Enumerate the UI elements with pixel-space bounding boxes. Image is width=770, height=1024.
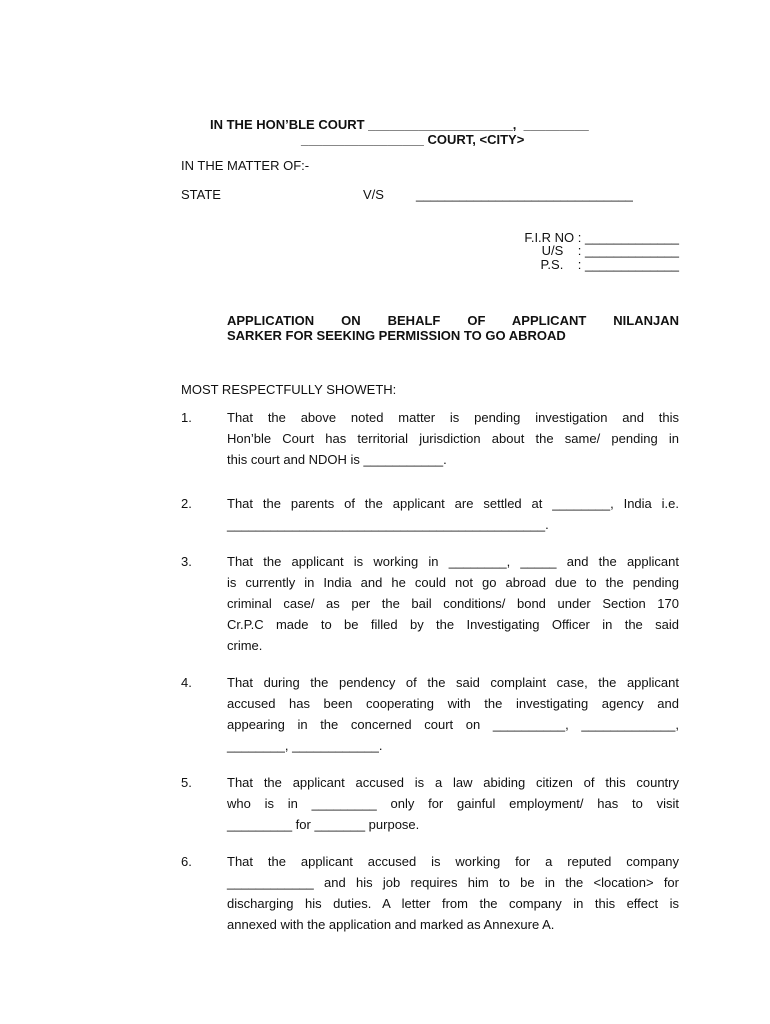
respondent-blank: ______________________________ <box>416 187 633 202</box>
paragraph-2 <box>227 493 679 535</box>
paragraph-number: 5. <box>181 775 192 790</box>
application-title <box>227 313 679 343</box>
versus-label: V/S <box>363 187 384 202</box>
paragraph-line: appearing in the concerned court on __________, _____________, <box>227 717 679 732</box>
paragraph-number: 1. <box>181 410 192 425</box>
paragraph-line: this court and NDOH is ___________. <box>227 452 447 467</box>
paragraph-line: accused has been cooperating with the investigating agency and <box>227 696 679 711</box>
paragraph-line: ____________________________________________. <box>227 517 549 532</box>
fir-number: F.I.R NO : _____________ <box>524 230 679 245</box>
paragraph-3 <box>227 551 679 656</box>
party-state: STATE <box>181 187 221 202</box>
paragraph-number: 6. <box>181 854 192 869</box>
matter-label: IN THE MATTER OF:- <box>181 158 310 173</box>
paragraph-line: annexed with the application and marked as Annexure A. <box>227 917 555 932</box>
paragraph-line: ____________ and his job requires him to be in the <location> for <box>227 875 679 890</box>
paragraph-6 <box>227 851 679 935</box>
showeth-heading: MOST RESPECTFULLY SHOWETH: <box>181 382 397 397</box>
application-title-line-1: APPLICATION ON BEHALF OF APPLICANT NILANJAN <box>227 313 679 328</box>
paragraph-number: 3. <box>181 554 192 569</box>
paragraph-line: _________ for _______ purpose. <box>227 817 420 832</box>
paragraph-line: That the applicant is working in ________, _____ and the applicant <box>227 554 679 569</box>
paragraph-line: Cr.P.C made to be filled by the Investigating Officer in the said <box>227 617 679 632</box>
court-heading-line-2: _________________ COURT, <CITY> <box>301 132 525 147</box>
paragraph-number: 4. <box>181 675 192 690</box>
fir-ps: P.S. : _____________ <box>540 257 679 272</box>
paragraph-line: discharging his duties. A letter from the company in this effect is <box>227 896 679 911</box>
paragraph-4 <box>227 672 679 756</box>
paragraph-line: That the parents of the applicant are settled at ________, India i.e. <box>227 496 679 511</box>
paragraph-line: Hon’ble Court has territorial jurisdiction about the same/ pending in <box>227 431 679 446</box>
application-title-line-2: SARKER FOR SEEKING PERMISSION TO GO ABROAD <box>227 328 566 343</box>
paragraph-line: That the applicant accused is a law abiding citizen of this country <box>227 775 679 790</box>
paragraph-5 <box>227 772 679 835</box>
paragraph-line: That the above noted matter is pending investigation and this <box>227 410 679 425</box>
paragraph-line: who is in _________ only for gainful employment/ has to visit <box>227 796 679 811</box>
paragraph-1 <box>227 407 679 470</box>
paragraph-line: That during the pendency of the said complaint case, the applicant <box>227 675 679 690</box>
fir-us: U/S : _____________ <box>541 243 679 258</box>
court-heading-line-1: IN THE HON’BLE COURT ____________________, _________ <box>210 117 589 132</box>
paragraph-number: 2. <box>181 496 192 511</box>
paragraph-line: ________, ____________. <box>227 738 383 753</box>
paragraph-line: crime. <box>227 638 263 653</box>
paragraph-line: That the applicant accused is working for a reputed company <box>227 854 679 869</box>
paragraph-line: is currently in India and he could not go abroad due to the pending <box>227 575 679 590</box>
paragraph-line: criminal case/ as per the bail conditions/ bond under Section 170 <box>227 596 679 611</box>
